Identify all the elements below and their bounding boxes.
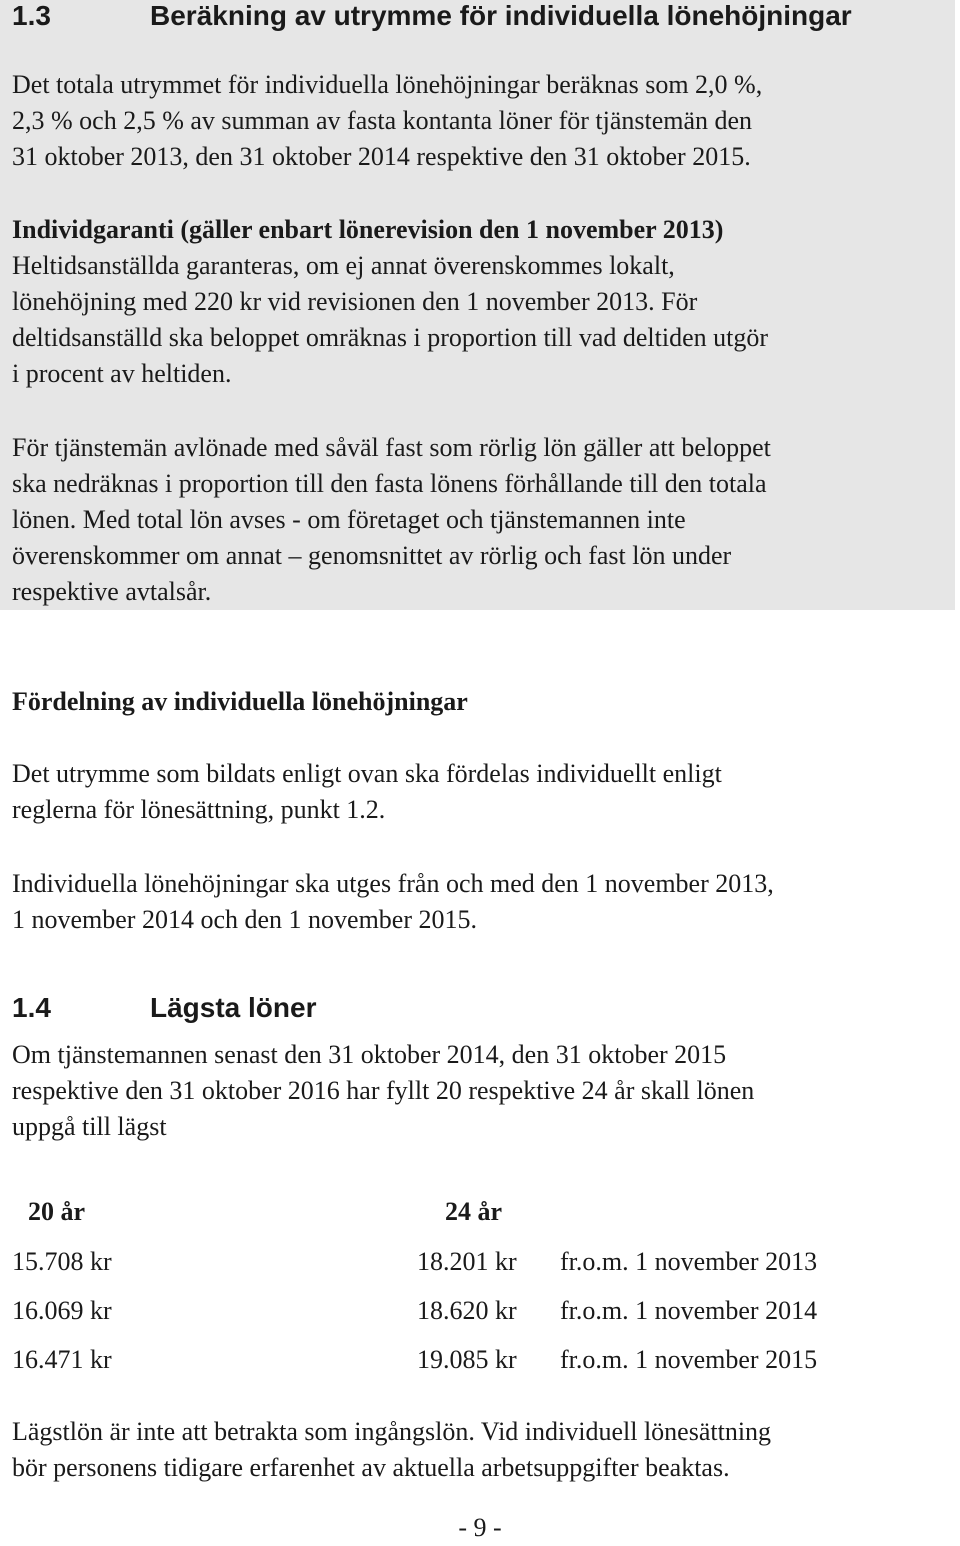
section-1-3-number: 1.3: [12, 0, 51, 31]
guarantee-heading: Individgaranti (gäller enbart lönerevision den 1 november 2013): [12, 215, 724, 244]
distribution-heading: Fördelning av individuella lönehöjningar: [12, 687, 468, 716]
text-line: Det utrymme som bildats enligt ovan ska fördelas individuellt enligt: [12, 759, 722, 788]
distribution-paragraph-1: [12, 756, 952, 828]
text-line: Lägstlön är inte att betrakta som ingångslön. Vid individuell lönesättning: [12, 1417, 772, 1446]
table-cell: 15.708 kr: [12, 1247, 112, 1276]
table-cell: fr.o.m. 1 november 2014: [560, 1296, 818, 1325]
table-header-24: 24 år: [445, 1197, 503, 1226]
text-line: För tjänstemän avlönade med såväl fast som rörlig lön gäller att beloppet: [12, 433, 771, 462]
section-1-3-intro: [12, 67, 952, 175]
text-line: bör personens tidigare erfarenhet av aktuella arbetsuppgifter beaktas.: [12, 1453, 730, 1482]
text-line: respektive avtalsår.: [12, 577, 212, 606]
text-line: Det totala utrymmet för individuella lönehöjningar beräknas som 2,0 %,: [12, 70, 763, 99]
table-cell: 19.085 kr: [417, 1345, 517, 1374]
table-cell: fr.o.m. 1 november 2013: [560, 1247, 818, 1276]
table-header-20: 20 år: [28, 1197, 86, 1226]
text-line: Om tjänstemannen senast den 31 oktober 2014, den 31 oktober 2015: [12, 1040, 727, 1069]
page-number: - 9 -: [458, 1513, 502, 1542]
table-cell: 18.620 kr: [417, 1296, 517, 1325]
text-line: överenskommer om annat – genomsnittet av rörlig och fast lön under: [12, 541, 732, 570]
variable-pay-paragraph: [12, 430, 952, 610]
text-line: Heltidsanställda garanteras, om ej annat överenskommes lokalt,: [12, 251, 675, 280]
text-line: i procent av heltiden.: [12, 359, 232, 388]
table-cell: 16.471 kr: [12, 1345, 112, 1374]
table-cell: fr.o.m. 1 november 2015: [560, 1345, 818, 1374]
section-1-4-number: 1.4: [12, 992, 51, 1023]
text-line: respektive den 31 oktober 2016 har fyllt 20 respektive 24 år skall lönen: [12, 1076, 755, 1105]
text-line: uppgå till lägst: [12, 1112, 167, 1141]
text-line: 31 oktober 2013, den 31 oktober 2014 respektive den 31 oktober 2015.: [12, 142, 751, 171]
text-line: 2,3 % och 2,5 % av summan av fasta kontanta löner för tjänstemän den: [12, 106, 753, 135]
section-1-3-title: Beräkning av utrymme för individuella lönehöjningar: [150, 0, 852, 31]
text-line: Individuella lönehöjningar ska utges från och med den 1 november 2013,: [12, 869, 774, 898]
minimum-wage-table: [0, 1195, 960, 1385]
table-cell: 16.069 kr: [12, 1296, 112, 1325]
text-line: deltidsanställd ska beloppet omräknas i proportion till vad deltiden utgör: [12, 323, 769, 352]
text-line: lönehöjning med 220 kr vid revisionen den 1 november 2013. För: [12, 287, 698, 316]
table-cell: 18.201 kr: [417, 1247, 517, 1276]
guarantee-paragraph: [12, 212, 952, 392]
section-1-4-intro: [12, 1037, 952, 1145]
minimum-wage-note: [12, 1414, 952, 1486]
distribution-paragraph-2: [12, 866, 952, 938]
text-line: reglerna för lönesättning, punkt 1.2.: [12, 795, 386, 824]
text-line: lönen. Med total lön avses - om företaget och tjänstemannen inte: [12, 505, 686, 534]
text-line: 1 november 2014 och den 1 november 2015.: [12, 905, 478, 934]
section-1-4-title: Lägsta löner: [150, 992, 317, 1023]
text-line: ska nedräknas i proportion till den fasta lönens förhållande till den totala: [12, 469, 767, 498]
